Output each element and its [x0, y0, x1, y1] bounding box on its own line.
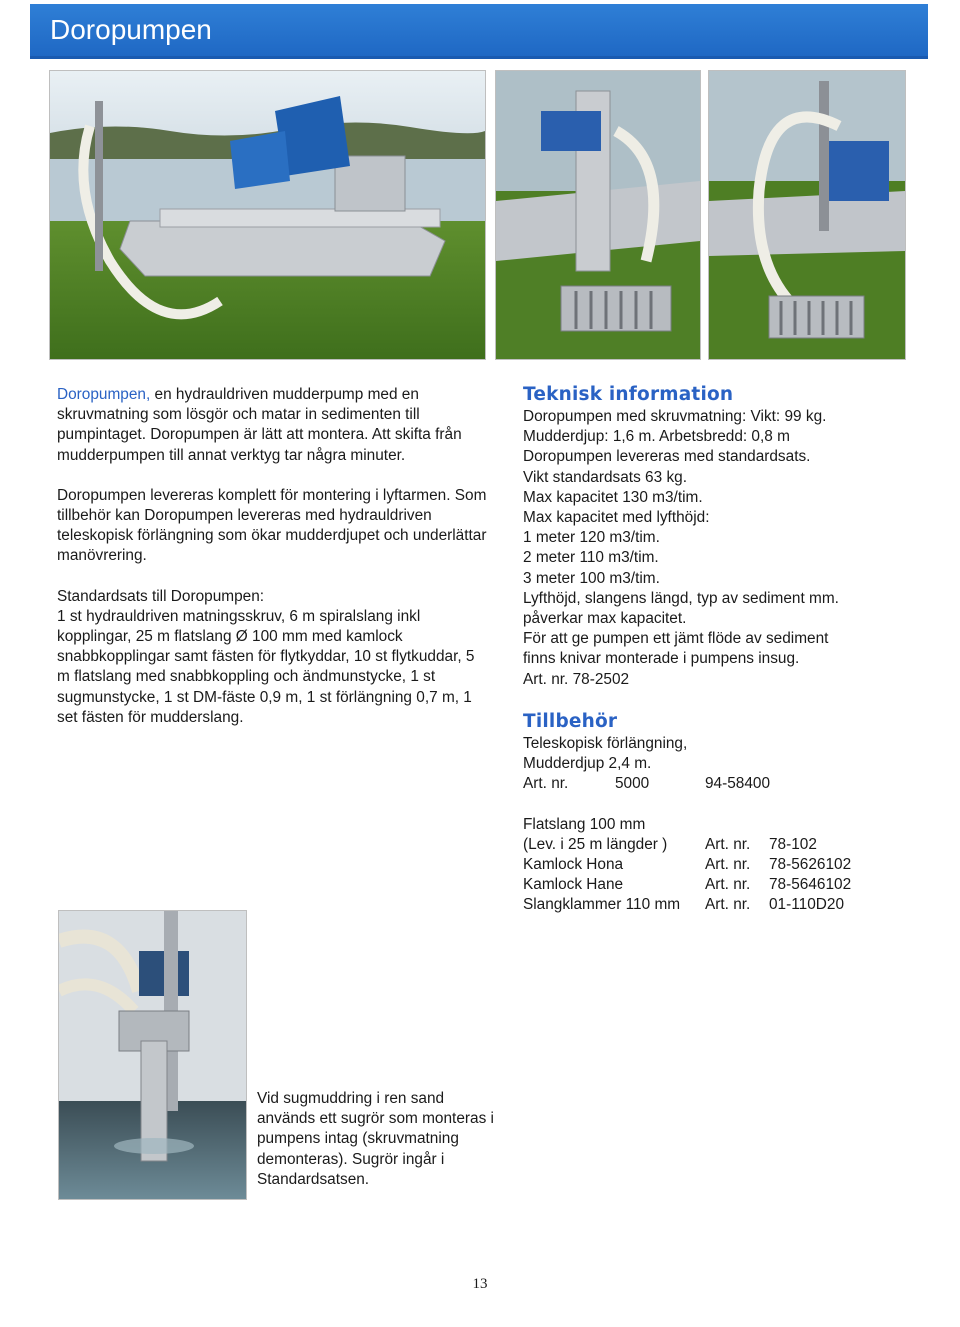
tech-line: Mudderdjup: 1,6 m. Arbetsbredd: 0,8 m	[523, 428, 790, 446]
telescope-art-row	[523, 774, 770, 794]
intro-text: en hydrauldriven mudderpump med en skruvmatning som lösgör och matar in sedimenten till pumpintaget. Doropumpen är lätt att montera. Att skifta från mudderpumpen till annat verktyg tar några minuter.	[57, 386, 462, 464]
item-name: Slangklammer 110 mm	[523, 896, 681, 914]
tech-line: 2 meter 110 m3/tim.	[523, 549, 659, 567]
suction-note-text: Vid sugmuddring i ren sand används ett sugrör som monteras i pumpens intag (skruvmatning demonteras). Sugrör ingår i Standardsatsen.	[257, 1090, 494, 1188]
telescope-length: 5000	[615, 775, 650, 793]
art-label: Art. nr.	[705, 856, 751, 874]
delivery-paragraph: Doropumpen levereras komplett för montering i lyftarmen. Som tillbehör kan Doropumpen levereras med hydrauldriven teleskopisk förlängning som ökar mudderdjupet och underlättar manövrering.	[57, 486, 487, 565]
page-title: Doropumpen	[50, 14, 212, 45]
accessories	[523, 710, 923, 916]
item-name: Kamlock Hane	[523, 876, 624, 894]
accessory-table	[523, 835, 851, 916]
tech-line: 3 meter 100 m3/tim.	[523, 569, 660, 587]
art-label: Art. nr.	[705, 896, 751, 914]
technical-info	[523, 383, 923, 690]
art-label: Art. nr.	[705, 835, 751, 853]
tech-line: 1 meter 120 m3/tim.	[523, 529, 660, 547]
art-label: Art. nr.	[523, 775, 569, 793]
photo-screw-feeder	[495, 70, 701, 360]
technical-heading: Teknisk information	[523, 384, 734, 405]
table-row	[523, 895, 851, 915]
accessories-heading: Tillbehör	[523, 711, 618, 732]
tech-line: påverkar max kapacitet.	[523, 610, 687, 628]
telescope-line: Teleskopisk förlängning,	[523, 735, 688, 752]
tech-line: finns knivar monterade i pumpens insug.	[523, 650, 800, 668]
table-row	[523, 875, 851, 895]
table-row	[523, 835, 851, 855]
left-column	[57, 385, 487, 728]
tech-line: Max kapacitet 130 m3/tim.	[523, 488, 703, 506]
page-title-bar	[30, 4, 928, 59]
telescope-line: Mudderdjup 2,4 m.	[523, 755, 652, 773]
intro-paragraph	[57, 385, 487, 466]
art-number: 01-110D20	[769, 896, 845, 914]
art-number: 78-5646102	[769, 876, 852, 894]
art-number: 78-5626102	[769, 856, 852, 874]
art-number: 78-102	[769, 835, 817, 853]
photo-boat-with-pump	[49, 70, 486, 360]
item-name: (Lev. i 25 m längder )	[523, 835, 668, 853]
intro-brand: Doropumpen,	[57, 386, 151, 403]
standard-kit-body: 1 st hydrauldriven matningsskruv, 6 m spiralslang inkl kopplingar, 25 m flatslang Ø 100 mm med kamlock snabbkopplingar samt fästen för flytkyddar, 10 st flytkuddar, 5 m flatslang med snabbkoppling och ändmunstycke, 1 st sugmunstycke, 1 st DM-fäste 0,9 m, 1 st förlängning 0,7 m, 1 set fästen för mudderslang.	[57, 607, 475, 726]
page-number: 13	[472, 1276, 488, 1292]
tech-line: Vikt standardsats 63 kg.	[523, 468, 687, 486]
tech-line: Max kapacitet med lyfthöjd:	[523, 509, 710, 527]
tech-line: Art. nr. 78-2502	[523, 670, 630, 688]
telescope-art-number: 94-58400	[705, 775, 771, 793]
tech-line: Lyfthöjd, slangens längd, typ av sediment mm.	[523, 589, 839, 607]
photo-arm-with-hose	[708, 70, 906, 360]
photo-suction-pipe	[58, 910, 247, 1200]
flat-hose-title: Flatslang 100 mm	[523, 815, 646, 833]
standard-kit-heading: Standardsats till Doropumpen:	[57, 587, 265, 605]
tech-line: Doropumpen med skruvmatning: Vikt: 99 kg.	[523, 408, 827, 425]
table-row	[523, 855, 851, 875]
art-label: Art. nr.	[705, 876, 751, 894]
suction-note	[257, 1089, 497, 1190]
tech-line: Doropumpen levereras med standardsats.	[523, 448, 811, 466]
item-name: Kamlock Hona	[523, 856, 624, 874]
tech-line: För att ge pumpen ett jämt flöde av sediment	[523, 630, 829, 648]
